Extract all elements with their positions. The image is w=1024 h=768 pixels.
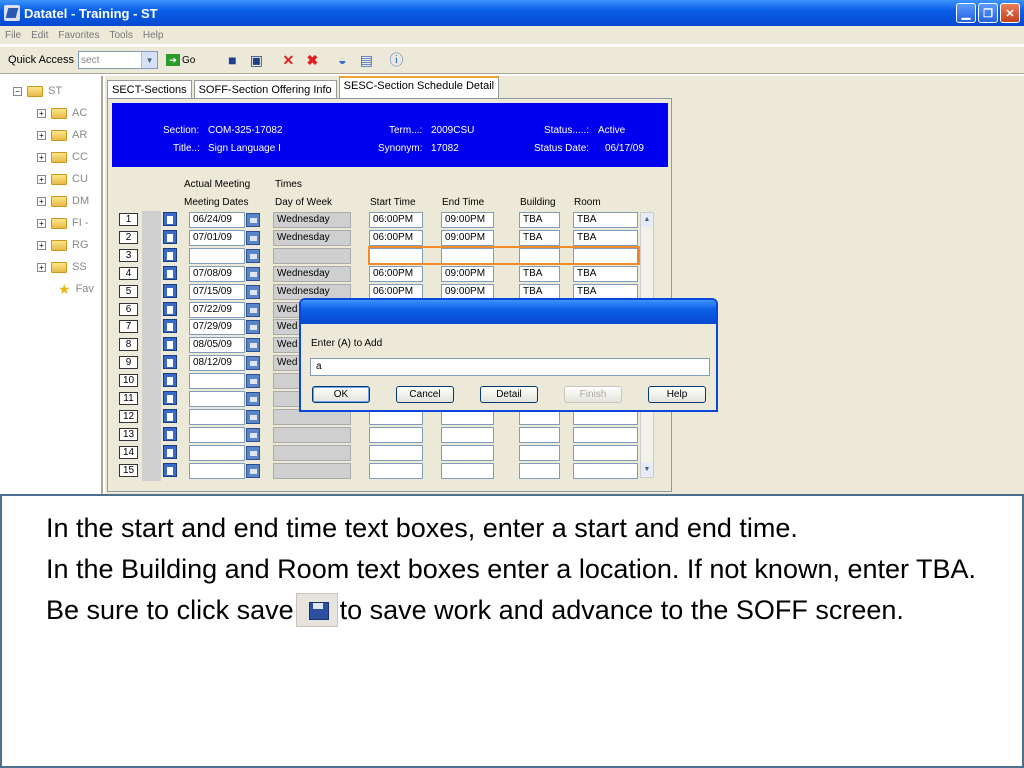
row-detail-icon[interactable] [163,248,177,262]
save-icon [296,593,338,627]
day-of-week-field [273,445,351,461]
room-field[interactable]: TBA [573,230,638,246]
folder-icon [51,108,67,119]
room-field[interactable]: TBA [573,266,638,282]
quick-access-value: sect [81,54,100,66]
calendar-icon[interactable] [246,410,260,424]
row-number[interactable]: 13 [119,428,138,441]
calendar-icon[interactable] [246,446,260,460]
meeting-date-field[interactable]: 08/12/09 [189,355,245,371]
meeting-date-field[interactable] [189,409,245,425]
end-time-field[interactable]: 09:00PM [441,230,494,246]
row-number[interactable]: 4 [119,267,138,280]
row-number[interactable]: 15 [119,464,138,477]
tree-item-label: SS [72,261,87,273]
row-detail-icon[interactable] [163,445,177,459]
start-time-field[interactable]: 06:00PM [369,284,423,300]
room-field[interactable] [573,463,638,479]
room-field[interactable]: TBA [573,284,638,300]
end-time-field[interactable] [441,445,494,461]
tree-item-label: AR [72,129,88,141]
start-time-field[interactable] [369,463,423,479]
synonym-value: 17082 [431,143,459,154]
row-number[interactable]: 8 [119,338,138,351]
caption-line-2: In the Building and Room text boxes enter a location. If not known, enter TBA. [46,554,977,584]
col-start-time: Start Time [370,197,416,208]
status-date-value: 06/17/09 [605,143,644,154]
col-building: Building [520,197,556,208]
folder-open-icon [27,86,43,97]
term-label: Term...: [389,125,423,136]
start-time-field[interactable] [369,427,423,443]
row-3-highlight-box [368,246,640,265]
row-number[interactable]: 10 [119,374,138,387]
day-of-week-field: Wed [273,319,351,335]
title-label: Title..: [173,143,200,154]
collapse-icon[interactable]: − [13,87,22,96]
section-header [112,103,668,167]
row-detail-icon[interactable] [163,427,177,441]
row-number[interactable]: 14 [119,446,138,459]
folder-icon [51,130,67,141]
building-field[interactable]: TBA [519,266,560,282]
row-detail-icon[interactable] [163,319,177,333]
end-time-field[interactable]: 09:00PM [441,266,494,282]
row-detail-icon[interactable] [163,302,177,316]
chevron-down-icon[interactable]: ▼ [141,52,157,68]
save-all-icon[interactable]: ▣ [249,51,263,68]
go-arrow-icon: ➔ [166,54,180,66]
tree-item-label: RG [72,239,89,251]
building-field[interactable] [519,427,560,443]
tree-item-cc[interactable] [37,148,88,166]
row-detail-icon[interactable] [163,337,177,351]
end-time-field[interactable]: 09:00PM [441,212,494,228]
help-info-icon[interactable]: ⓘ [389,52,404,68]
row-number[interactable]: 3 [119,249,138,262]
caption-line-3b: to save work and advance to the SOFF screen. [339,595,904,625]
form-tabs [107,76,501,98]
row-detail-icon[interactable] [163,391,177,405]
status-value: Active [598,125,626,136]
window-titlebar [0,0,1024,26]
title-value: Sign Language I [208,143,281,154]
tree-item-label: AC [72,107,88,119]
menu-edit[interactable]: Edit [31,29,49,41]
meeting-date-field[interactable]: 07/22/09 [189,302,245,318]
building-field[interactable] [519,445,560,461]
row-selector-strip [142,211,161,481]
caption-line-3 [46,590,1011,631]
tree-item-rg[interactable] [37,236,89,254]
toolbar [0,46,1024,74]
calendar-icon[interactable] [246,428,260,442]
term-value: 2009CSU [431,125,475,136]
menu-favorites[interactable]: Favorites [58,29,100,41]
meeting-date-field[interactable] [189,391,245,407]
meeting-date-field[interactable]: 07/29/09 [189,319,245,335]
section-label: Section: [163,125,200,136]
building-field[interactable]: TBA [519,284,560,300]
go-label: Go [182,54,196,66]
tab-sesc-section-schedule-detail[interactable]: SESC-Section Schedule Detail [339,76,499,98]
caption-line-3a: Be sure to click save [46,595,294,625]
room-field[interactable] [573,445,638,461]
calendar-icon[interactable] [246,374,260,388]
tree-item-label: CC [72,151,88,163]
tab-sect-sections[interactable]: SECT-Sections [107,80,192,98]
row-number[interactable]: 7 [119,320,138,333]
room-field[interactable] [573,427,638,443]
row-number[interactable]: 5 [119,285,138,298]
row-number[interactable]: 11 [119,392,138,405]
calendar-icon[interactable] [246,392,260,406]
calendar-icon[interactable] [246,464,260,478]
dialog-titlebar [301,300,716,324]
status-label: Status.....: [544,125,590,136]
calendar-icon[interactable] [246,338,260,352]
tab-soff-section-offering-info[interactable]: SOFF-Section Offering Info [194,80,337,98]
tree-item-fi[interactable] [37,214,89,232]
instruction-caption [0,494,1024,768]
end-time-field[interactable] [441,427,494,443]
detail-button[interactable]: Detail [480,386,538,403]
caption-text [46,508,1011,631]
calendar-icon[interactable] [246,320,260,334]
tree-item-ar[interactable] [37,126,87,144]
tree-root-label: ST [48,85,63,97]
day-of-week-field: Wednesday [273,284,351,300]
folder-icon [51,262,67,273]
day-of-week-field [273,248,351,264]
help-button[interactable]: Help [648,386,706,403]
meeting-date-field[interactable]: 07/01/09 [189,230,245,246]
meeting-date-field[interactable]: 08/05/09 [189,337,245,353]
meeting-date-field[interactable]: 06/24/09 [189,212,245,228]
form-view-icon[interactable]: ▤ [359,51,373,68]
calendar-icon[interactable] [246,285,260,299]
tree-root[interactable] [13,82,62,100]
expand-icon[interactable]: + [37,175,46,184]
end-time-field[interactable]: 09:00PM [441,284,494,300]
day-of-week-field: Wednesday [273,212,351,228]
expand-icon[interactable]: + [37,131,46,140]
day-of-week-field [273,463,351,479]
row-number[interactable]: 2 [119,231,138,244]
col-end-time: End Time [442,197,485,208]
day-of-week-field: Wed [273,337,351,353]
day-of-week-field: Wed [273,355,351,371]
tree-item-ac[interactable] [37,104,87,122]
expand-icon[interactable]: + [37,109,46,118]
folder-icon [51,218,67,229]
restore-button[interactable]: ❐ [978,3,998,23]
menu-file[interactable]: File [5,29,22,41]
calendar-icon[interactable] [246,303,260,317]
datatel-app-icon [4,5,20,21]
tree-item-label: CU [72,173,88,185]
col-day-of-week: Day of Week [275,197,333,208]
start-time-field[interactable]: 06:00PM [369,230,423,246]
folder-icon [51,240,67,251]
tree-item-favorites[interactable] [58,280,94,298]
menu-bar [0,26,1024,44]
scroll-up-icon[interactable]: ▲ [641,213,653,227]
row-detail-icon[interactable] [163,284,177,298]
day-of-week-field: Wednesday [273,266,351,282]
meeting-date-field[interactable] [189,373,245,389]
meeting-date-field[interactable] [189,463,245,479]
expand-icon[interactable]: + [37,197,46,206]
row-detail-icon[interactable] [163,463,177,477]
folder-icon [51,174,67,185]
meeting-date-field[interactable] [189,248,245,264]
start-time-field[interactable]: 06:00PM [369,212,423,228]
room-field[interactable]: TBA [573,212,638,228]
caption-line-1: In the start and end time text boxes, enter a start and end time. [46,513,798,543]
expand-icon[interactable]: + [37,153,46,162]
row-number[interactable]: 12 [119,410,138,423]
enter-add-dialog [299,298,718,412]
end-time-field[interactable] [441,463,494,479]
day-of-week-field [273,427,351,443]
close-button[interactable]: ✕ [1000,3,1020,23]
window-title: Datatel - Training - ST [24,5,158,21]
col-room: Room [574,197,601,208]
quick-access-input[interactable] [78,51,158,69]
calendar-icon[interactable] [246,267,260,281]
row-detail-icon[interactable] [163,230,177,244]
tree-item-ss[interactable] [37,258,87,276]
meeting-date-field[interactable] [189,445,245,461]
synonym-label: Synonym: [378,143,423,154]
start-time-field[interactable] [369,445,423,461]
dialog-prompt: Enter (A) to Add [311,338,383,349]
minimize-button[interactable]: ▁ [956,3,976,23]
save-icon[interactable]: ■ [228,52,237,68]
dialog-input[interactable]: a [310,358,710,376]
navigation-tree [0,76,103,494]
row-detail-icon[interactable] [163,212,177,226]
menu-help[interactable]: Help [142,29,164,41]
row-detail-icon[interactable] [163,355,177,369]
cancel-button[interactable]: Cancel [396,386,454,403]
day-of-week-field: Wednesday [273,230,351,246]
cancel-icon[interactable]: ✕ [282,51,295,68]
col-times: Times [275,179,302,190]
tree-item-label: FI - [72,217,89,229]
col-actual-meeting: Actual Meeting [184,179,251,190]
day-of-week-field: Wed [273,302,351,318]
meeting-date-field[interactable]: 07/08/09 [189,266,245,282]
expand-icon[interactable]: + [37,219,46,228]
folder-icon [51,196,67,207]
finish-button: Finish [564,386,622,403]
meeting-date-field[interactable]: 07/15/09 [189,284,245,300]
scroll-down-icon[interactable]: ▼ [641,463,653,477]
row-detail-icon[interactable] [163,409,177,423]
col-meeting-dates: Meeting Dates [184,197,249,208]
row-number[interactable]: 6 [119,303,138,316]
calendar-icon[interactable] [246,213,260,227]
tree-item-label: DM [72,195,90,207]
quick-access-label: Quick Access [8,54,75,66]
delete-bucket-icon[interactable]: ◒ [338,52,347,68]
section-value: COM-325-17082 [208,125,283,136]
tree-item-label: Fav [75,283,94,295]
tree-item-cu[interactable] [37,170,88,188]
building-field[interactable] [519,463,560,479]
tree-item-dm[interactable] [37,192,89,210]
row-detail-icon[interactable] [163,266,177,280]
start-time-field[interactable]: 06:00PM [369,266,423,282]
calendar-icon[interactable] [246,249,260,263]
calendar-icon[interactable] [246,356,260,370]
building-field[interactable]: TBA [519,212,560,228]
menu-tools[interactable]: Tools [109,29,133,41]
row-detail-icon[interactable] [163,373,177,387]
row-number[interactable]: 1 [119,213,138,226]
ok-button[interactable]: OK [312,386,370,403]
building-field[interactable]: TBA [519,230,560,246]
row-number[interactable]: 9 [119,356,138,369]
expand-icon[interactable]: + [37,263,46,272]
go-button[interactable] [166,54,195,66]
status-date-label: Status Date: [534,143,590,154]
expand-icon[interactable]: + [37,241,46,250]
meeting-date-field[interactable] [189,427,245,443]
folder-icon [51,152,67,163]
calendar-icon[interactable] [246,231,260,245]
cancel-all-icon[interactable]: ✖ [306,51,319,68]
star-icon: ★ [58,280,71,297]
